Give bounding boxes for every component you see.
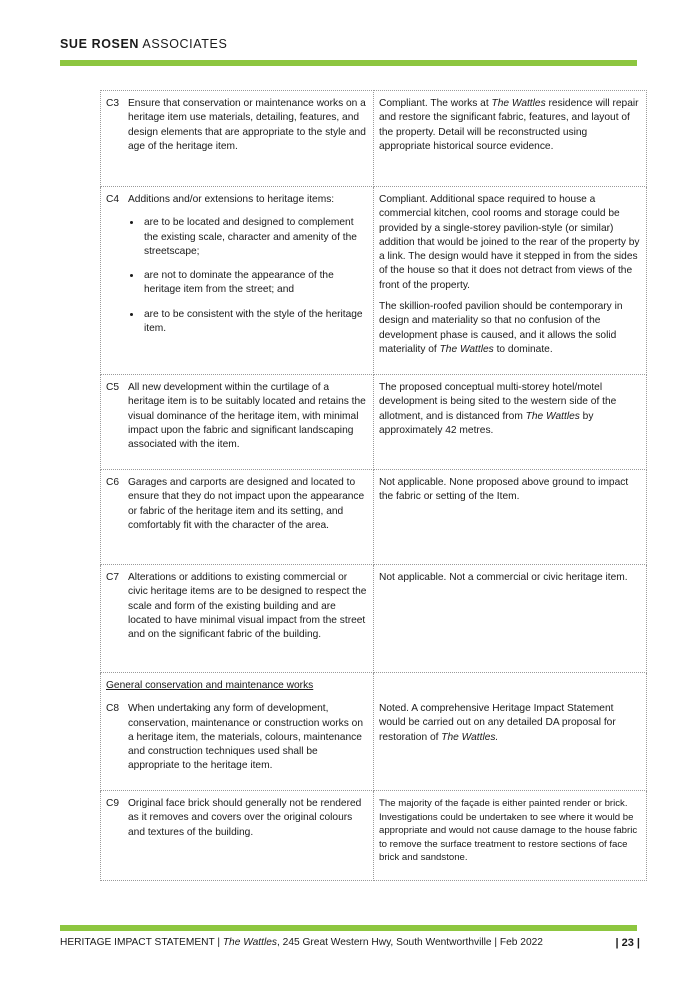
list-item: • are to be located and designed to complement the existing scale, character and amenity of the streetscape; (142, 216, 368, 259)
control-cell (101, 187, 374, 375)
control-cell (101, 91, 374, 187)
control-number: C7 (106, 572, 120, 583)
control-cell (101, 565, 374, 673)
list-item: • are not to dominate the appearance of the heritage item from the street; and (142, 269, 368, 298)
table-row (101, 187, 647, 375)
response-cell (374, 187, 647, 375)
response-text: Not applicable. None proposed above ground to impact the fabric or setting of the Item. (379, 477, 629, 503)
header-accent-bar (60, 60, 637, 66)
response-text: The proposed conceptual multi-storey hotel/motel development is being sited to the western side of the allotment, and is distanced from The Wattles by approximately 42 metres. (379, 382, 617, 436)
response-cell (374, 470, 647, 565)
control-text: Additions and/or extensions to heritage items: (128, 194, 335, 205)
table-row (101, 673, 647, 791)
footer-accent-bar (60, 925, 637, 931)
response-text: Compliant. Additional space required to house a commercial kitchen, cool rooms and storage could be provided by a single-storey pavilion-style (or similar) addition that would be joined to the rear of the property by a link. The design would have it stepped in from the sides of the house so that it does not detract from views of the front of the property. (379, 194, 640, 291)
table-row (101, 565, 647, 673)
table-row (101, 791, 647, 881)
control-number: C5 (106, 382, 120, 393)
control-number: C6 (106, 477, 120, 488)
response-text: Not applicable. Not a commercial or civic heritage item. (379, 572, 628, 583)
response-text: Noted. A comprehensive Heritage Impact Statement would be carried out on any detailed DA proposal for restoration of The Wattles. (379, 703, 616, 743)
section-heading: General conservation and maintenance works (106, 680, 314, 691)
response-text: Compliant. The works at The Wattles residence will repair and restore the significant fabric, features, and layout of the property. Detail will be reconstructed using appropriate historical source evidence. (379, 98, 639, 152)
response-cell (374, 375, 647, 470)
control-cell (101, 470, 374, 565)
control-text: Alterations or additions to existing commercial or civic heritage items are to be designed to respect the scale and form of the existing building and are located to have minimal visual impact from the street and on the significant fabric of the building. (128, 572, 367, 641)
control-text: Garages and carports are designed and located to ensure that they do not impact upon the appearance or fabric of the heritage item and its setting, and comfortably fit with the character of the area. (128, 477, 365, 531)
brand-rest: ASSOCIATES (142, 37, 228, 51)
table-row (101, 375, 647, 470)
response-text: The skillion-roofed pavilion should be contemporary in design and materiality so that no confusion of the development phase is caused, and it allows the solid materiality of The Wattles to dominate. (379, 301, 623, 355)
control-number: C4 (106, 194, 120, 205)
page-number: | 23 | (615, 937, 640, 949)
control-number: C8 (106, 703, 120, 715)
control-number: C9 (106, 798, 120, 809)
control-text: When undertaking any form of development, conservation, maintenance or construction works on a heritage item, the materials, colours, maintenance and construction techniques used shall be appropriate to the heritage item. (128, 703, 363, 772)
list-item: • are to be consistent with the style of the heritage item. (142, 308, 368, 337)
control-text: Original face brick should generally not be rendered as it removes and covers over the original colours and textures of the building. (128, 798, 362, 838)
control-bullet-list (106, 216, 368, 336)
company-logo-text (60, 37, 227, 51)
response-text: The majority of the façade is either painted render or brick. Investigations could be undertaken to see where it would be appropriate and would not cause damage to the house fabric to remove the surface treatment to restore sections of face brick and sandstone. (379, 798, 638, 864)
response-cell (374, 565, 647, 673)
heritage-controls-table (100, 90, 647, 881)
control-cell (101, 673, 374, 791)
page-footer (60, 937, 640, 948)
response-cell (374, 91, 647, 187)
control-cell (101, 375, 374, 470)
brand-bold: SUE ROSEN (60, 37, 140, 51)
table-row (101, 470, 647, 565)
footer-text: HERITAGE IMPACT STATEMENT | The Wattles, 245 Great Western Hwy, South Wentworthville | Feb 2022 (60, 937, 543, 948)
response-cell (374, 673, 647, 791)
control-text: All new development within the curtilage of a heritage item is to be suitably located and retains the visual dominance of the heritage item, with minimal impact upon the fabric and significant landscaping associated with the item. (128, 382, 366, 451)
control-number: C3 (106, 98, 120, 109)
control-cell (101, 791, 374, 881)
table-row (101, 91, 647, 187)
response-cell (374, 791, 647, 881)
control-text: Ensure that conservation or maintenance works on a heritage item use materials, detailing, features, and design elements that are appropriate to the style and age of the heritage item. (128, 98, 366, 152)
